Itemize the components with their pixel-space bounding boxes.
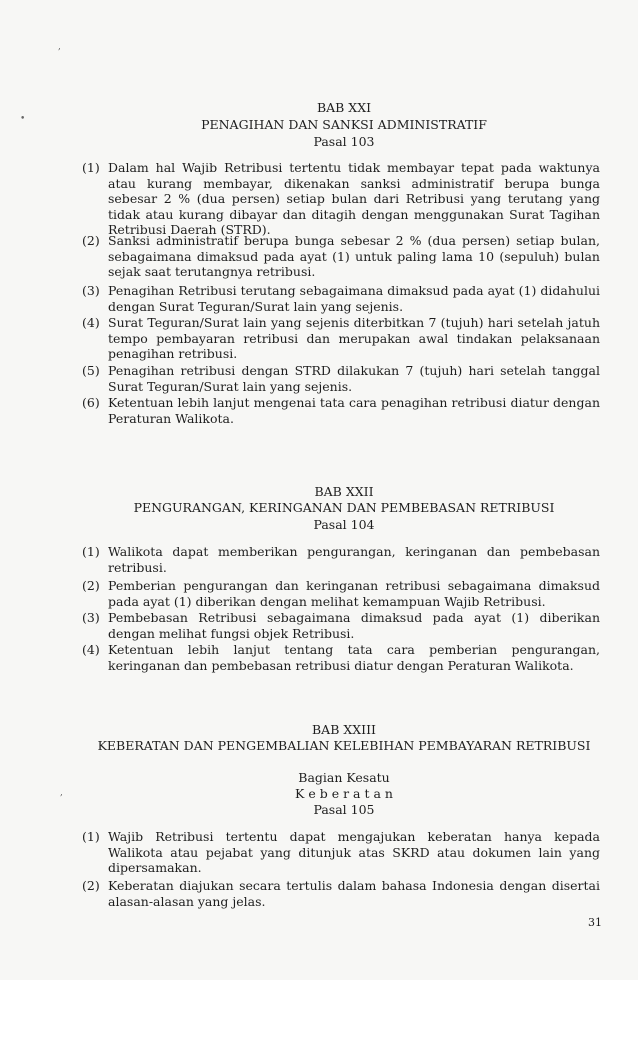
item-number: (3): [82, 610, 100, 625]
item-number: (4): [82, 315, 100, 330]
chapter-subtitle: PENGURANGAN, KERINGANAN DAN PEMBEBASAN RETRIBUSI: [133, 500, 555, 515]
item-text: Penagihan Retribusi terutang sebagaimana dimaksud pada ayat (1) didahului dengan Surat Teguran/Surat lain yang sejenis.: [108, 283, 600, 314]
article-heading: Pasal 104: [313, 517, 375, 532]
item-text: Wajib Retribusi tertentu dapat mengajukan keberatan hanya kepada Walikota atau pejabat yang ditunjuk atas SKRD atau dokumen lain yang dipersamakan.: [108, 829, 600, 875]
list-item: [82, 642, 600, 673]
item-text: Ketentuan lebih lanjut tentang tata cara pemberian pengurangan, keringanan dan pembebasan retribusi diatur dengan Peraturan Walikota.: [108, 642, 600, 673]
item-number: (2): [82, 878, 100, 893]
item-number: (1): [82, 544, 100, 559]
item-number: (3): [82, 283, 100, 298]
list-item: [82, 878, 600, 909]
list-item: [82, 283, 600, 314]
page-number: 31: [588, 916, 602, 929]
item-number: (1): [82, 829, 100, 844]
item-text: Pemberian pengurangan dan keringanan retribusi sebagaimana dimaksud pada ayat (1) diberikan dengan melihat kemampuan Wajib Retribusi.: [108, 578, 600, 609]
item-text: Walikota dapat memberikan pengurangan, keringanan dan pembebasan retribusi.: [108, 544, 600, 575]
list-item: [82, 160, 600, 237]
chapter-subtitle: KEBERATAN DAN PENGEMBALIAN KELEBIHAN PEMBAYARAN RETRIBUSI: [97, 738, 591, 753]
section-heading: Bagian Kesatu: [298, 770, 390, 785]
item-text: Penagihan retribusi dengan STRD dilakukan 7 (tujuh) hari setelah tanggal Surat Teguran/Surat lain yang sejenis.: [108, 363, 600, 394]
list-item: [82, 363, 600, 394]
chapter-subtitle: PENAGIHAN DAN SANKSI ADMINISTRATIF: [201, 117, 487, 132]
item-text: Dalam hal Wajib Retribusi tertentu tidak membayar tepat pada waktunya atau kurang membayar, dikenakan sanksi administratif berupa bunga sebesar 2 % (dua persen) setiap bulan dari Retribusi yang terutang yang tidak atau kurang dibayar dan ditagih dengan menggunakan Surat Tagihan Retribusi Daerah (STRD).: [108, 160, 600, 237]
scan-speck: •: [20, 114, 26, 124]
list-item: [82, 578, 600, 609]
item-number: (2): [82, 233, 100, 248]
article-heading: Pasal 103: [313, 134, 375, 149]
section-title: K e b e r a t a n: [295, 786, 393, 801]
list-item: [82, 233, 600, 280]
item-number: (4): [82, 642, 100, 657]
list-item: [82, 829, 600, 876]
page-margin: [0, 980, 638, 1052]
scan-speck: ,: [60, 788, 63, 798]
item-number: (1): [82, 160, 100, 175]
chapter-title: BAB XXIII: [312, 722, 376, 737]
item-number: (2): [82, 578, 100, 593]
chapter-title: BAB XXII: [314, 484, 374, 499]
item-text: Keberatan diajukan secara tertulis dalam bahasa Indonesia dengan disertai alasan-alasan yang jelas.: [108, 878, 600, 909]
list-item: [82, 610, 600, 641]
item-number: (5): [82, 363, 100, 378]
article-heading: Pasal 105: [313, 802, 375, 817]
list-item: [82, 544, 600, 575]
item-text: Ketentuan lebih lanjut mengenai tata cara penagihan retribusi diatur dengan Peraturan Walikota.: [108, 395, 600, 426]
scan-speck: ,: [58, 42, 61, 52]
chapter-title: BAB XXI: [316, 100, 372, 115]
item-text: Surat Teguran/Surat lain yang sejenis diterbitkan 7 (tujuh) hari setelah jatuh tempo pembayaran retribusi dan merupakan awal tindakan pelaksanaan penagihan retribusi.: [108, 315, 600, 361]
item-number: (6): [82, 395, 100, 410]
list-item: [82, 395, 600, 426]
item-text: Sanksi administratif berupa bunga sebesar 2 % (dua persen) setiap bulan, sebagaimana dimaksud pada ayat (1) untuk paling lama 10 (sepuluh) bulan sejak saat terutangnya retribusi.: [108, 233, 600, 279]
list-item: [82, 315, 600, 362]
item-text: Pembebasan Retribusi sebagaimana dimaksud pada ayat (1) diberikan dengan melihat fungsi objek Retribusi.: [108, 610, 600, 641]
